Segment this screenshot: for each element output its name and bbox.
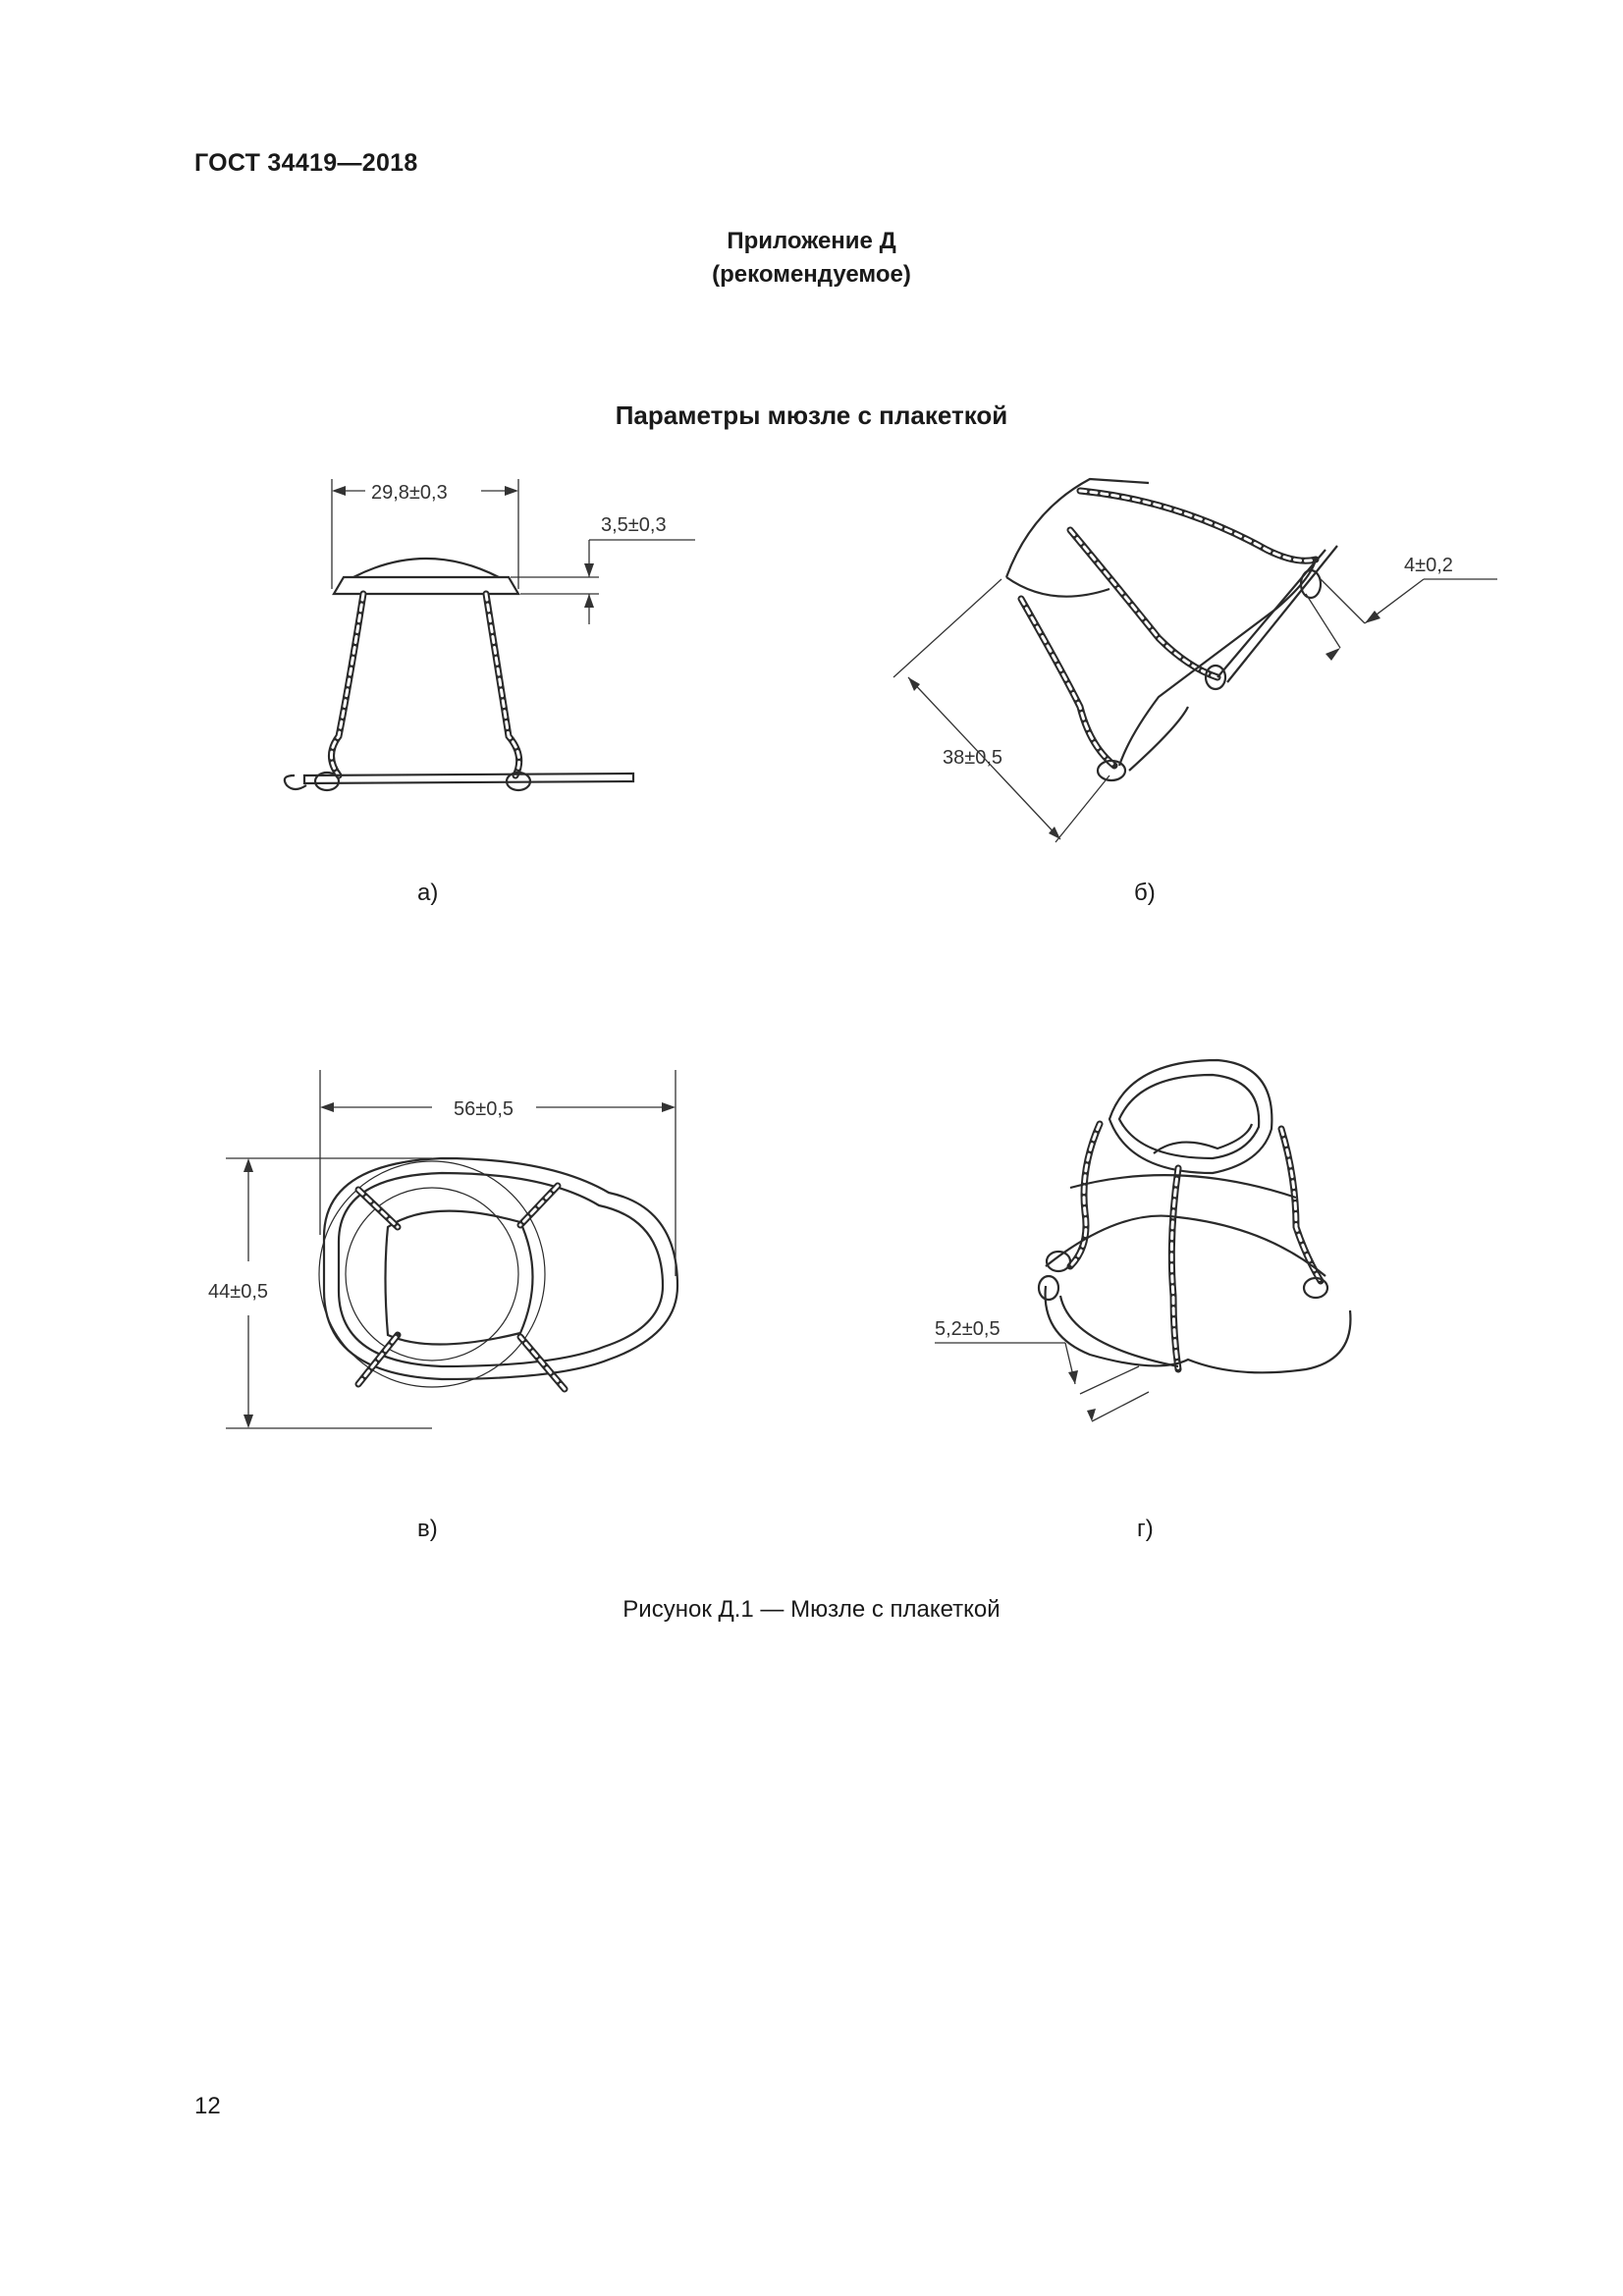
page-number: 12 — [194, 2093, 221, 2119]
view-c-label: в) — [417, 1516, 438, 1542]
dim-a-width: 29,8±0,3 — [371, 482, 448, 504]
view-a-drawing — [285, 479, 695, 790]
dim-b-height: 38±0,5 — [943, 747, 1003, 769]
view-c-drawing — [208, 1070, 677, 1428]
view-a-label: а) — [417, 880, 439, 906]
view-b-label: б) — [1134, 880, 1156, 906]
dim-c-width: 56±0,5 — [454, 1098, 514, 1120]
dim-b-wire: 4±0,2 — [1404, 555, 1453, 576]
section-title: Параметры мюзле с плакеткой — [615, 400, 1008, 430]
dim-c-height: 44±0,5 — [208, 1281, 269, 1303]
appendix-title: Приложение Д — [727, 228, 896, 254]
view-d-drawing — [935, 1060, 1350, 1421]
view-d-label: г) — [1137, 1516, 1154, 1542]
figure-caption: Рисунок Д.1 — Мюзле с плакеткой — [622, 1596, 1001, 1623]
dim-d-wire: 5,2±0,5 — [935, 1318, 1001, 1340]
appendix-note: (рекомендуемое) — [712, 261, 911, 288]
dim-a-height: 3,5±0,3 — [601, 514, 667, 536]
view-b-drawing — [893, 479, 1497, 842]
document-header: ГОСТ 34419—2018 — [194, 149, 418, 177]
